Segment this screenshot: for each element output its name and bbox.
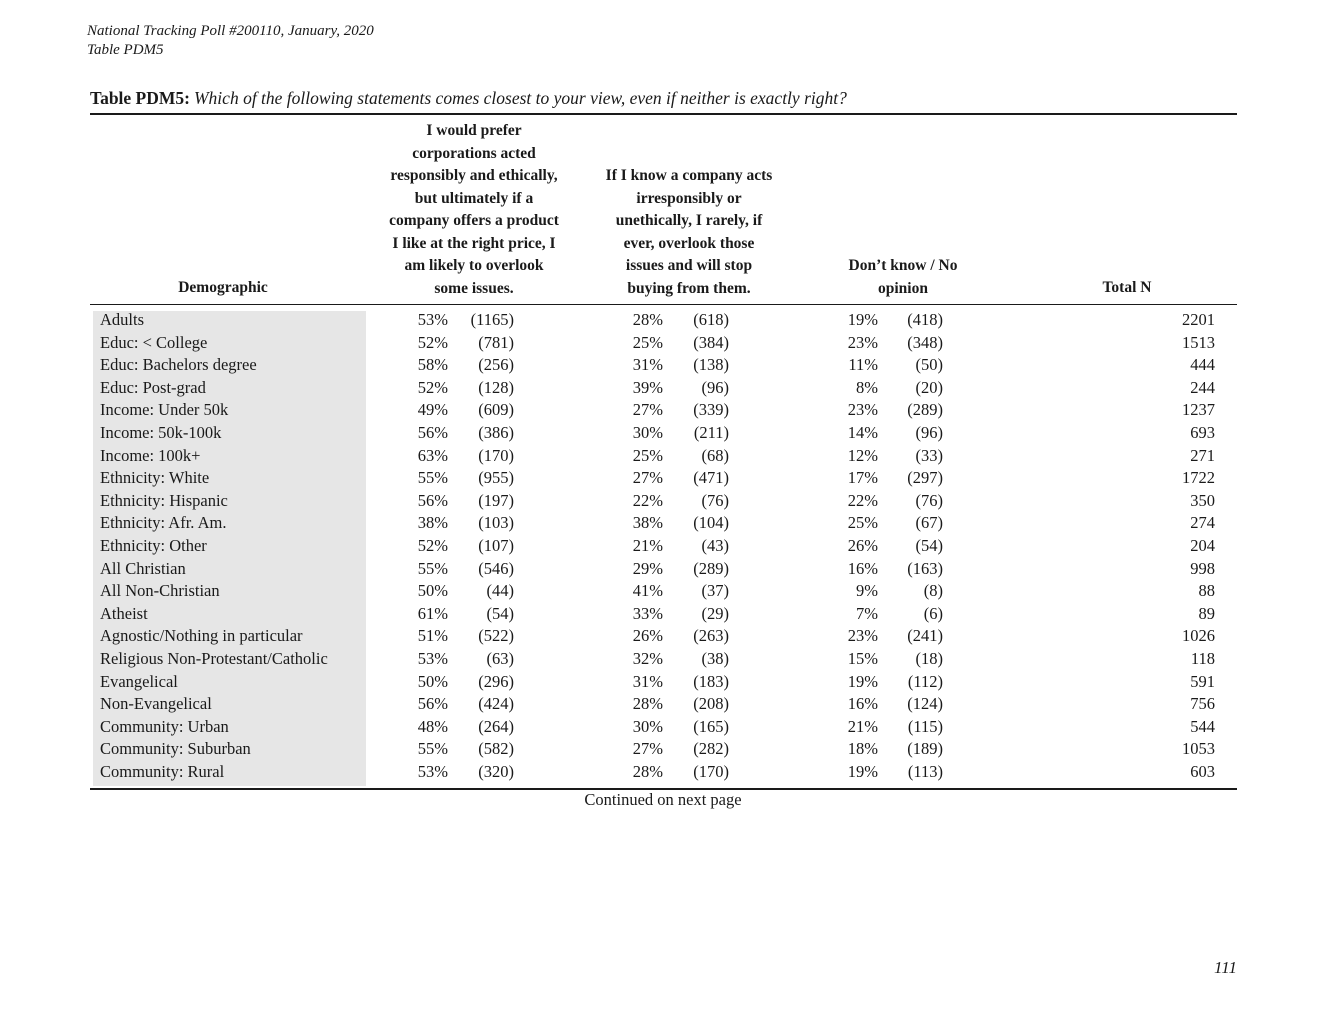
- table-row: [0, 603, 1320, 626]
- overlook-percent: 61%: [417, 603, 448, 623]
- total-n: 244: [1190, 377, 1215, 397]
- total-n: 88: [1198, 581, 1215, 601]
- header-line: responsibly and ethically,: [390, 167, 558, 184]
- dont-know-percent: 11%: [848, 355, 878, 375]
- dont-know-count: (189): [907, 739, 943, 759]
- top-rule: [90, 113, 1237, 115]
- stop-buying-percent: 27%: [632, 468, 663, 488]
- overlook-percent: 49%: [417, 400, 448, 420]
- stop-buying-percent: 32%: [632, 648, 663, 668]
- overlook-count: (107): [478, 535, 514, 555]
- stop-buying-percent: 26%: [632, 626, 663, 646]
- stop-buying-count: (208): [693, 694, 729, 714]
- overlook-percent: 52%: [417, 535, 448, 555]
- dont-know-percent: 23%: [847, 332, 878, 352]
- dont-know-count: (297): [907, 468, 943, 488]
- stop-buying-count: (38): [701, 648, 729, 668]
- column-header-demographic: Demographic: [178, 279, 268, 296]
- dont-know-percent: 19%: [847, 310, 878, 329]
- stop-buying-percent: 27%: [632, 739, 663, 759]
- stop-buying-percent: 39%: [632, 377, 663, 397]
- stop-buying-percent: 38%: [632, 513, 663, 533]
- dont-know-percent: 16%: [847, 694, 878, 714]
- stop-buying-percent: 41%: [632, 581, 663, 601]
- dont-know-percent: 16%: [847, 558, 878, 578]
- row-label: Community: Urban: [100, 716, 229, 736]
- stop-buying-count: (471): [693, 468, 729, 488]
- total-n: 603: [1190, 761, 1215, 781]
- row-label: Evangelical: [100, 671, 178, 691]
- dont-know-percent: 15%: [847, 648, 878, 668]
- dont-know-count: (96): [915, 422, 943, 442]
- total-n: 998: [1190, 558, 1215, 578]
- row-label: Income: 100k+: [100, 445, 201, 465]
- dont-know-count: (8): [923, 581, 943, 601]
- stop-buying-percent: 28%: [632, 761, 663, 781]
- stop-buying-percent: 27%: [632, 400, 663, 420]
- table-row: [0, 467, 1320, 490]
- row-label: Ethnicity: Other: [100, 535, 207, 555]
- overlook-count: (386): [478, 422, 514, 442]
- header-line: I would prefer: [426, 122, 522, 139]
- total-n: 1513: [1182, 332, 1215, 352]
- header-line: company offers a product: [389, 212, 559, 229]
- overlook-percent: 53%: [417, 310, 448, 329]
- column-header-total-n: Total N: [1102, 279, 1152, 296]
- stop-buying-percent: 33%: [632, 603, 663, 623]
- overlook-count: (63): [486, 648, 514, 668]
- table-row: [0, 761, 1320, 784]
- header-line: unethically, I rarely, if: [615, 212, 763, 229]
- total-n: 1026: [1182, 626, 1215, 646]
- table-row: [0, 558, 1320, 581]
- stop-buying-percent: 30%: [632, 422, 663, 442]
- total-n: 444: [1190, 355, 1215, 375]
- table-row: [0, 535, 1320, 558]
- table-row: [0, 422, 1320, 445]
- overlook-percent: 55%: [417, 739, 448, 759]
- dont-know-count: (20): [915, 377, 943, 397]
- dont-know-count: (112): [907, 671, 943, 691]
- table-row: [0, 512, 1320, 535]
- total-n: 350: [1190, 490, 1215, 510]
- stop-buying-percent: 22%: [632, 490, 663, 510]
- overlook-percent: 63%: [417, 445, 448, 465]
- total-n: 1722: [1182, 468, 1215, 488]
- stop-buying-count: (37): [701, 581, 729, 601]
- dont-know-percent: 12%: [847, 445, 878, 465]
- stop-buying-count: (618): [693, 310, 729, 329]
- row-label: Atheist: [100, 603, 148, 623]
- dont-know-percent: 17%: [847, 468, 878, 488]
- stop-buying-percent: 28%: [632, 694, 663, 714]
- page-number: 111: [1214, 958, 1237, 977]
- stop-buying-percent: 21%: [632, 535, 663, 555]
- dont-know-percent: 25%: [847, 513, 878, 533]
- dont-know-count: (76): [915, 490, 943, 510]
- dont-know-percent: 23%: [847, 400, 878, 420]
- overlook-percent: 55%: [417, 468, 448, 488]
- header-line: ever, overlook those: [623, 234, 755, 252]
- overlook-percent: 38%: [417, 513, 448, 533]
- row-label: Ethnicity: White: [100, 468, 210, 488]
- table-row: [0, 738, 1320, 761]
- table-row: [0, 354, 1320, 377]
- table-body: [0, 309, 1320, 783]
- dont-know-count: (113): [907, 761, 943, 781]
- table-title: [90, 88, 847, 109]
- overlook-count: (582): [478, 739, 514, 759]
- stop-buying-percent: 30%: [632, 716, 663, 736]
- overlook-percent: 51%: [417, 626, 448, 646]
- overlook-count: (1165): [470, 310, 514, 329]
- total-n: 1053: [1182, 739, 1215, 759]
- overlook-count: (296): [478, 671, 514, 691]
- table-row: [0, 399, 1320, 422]
- total-n: 2201: [1182, 310, 1215, 329]
- continued-note: Continued on next page: [584, 790, 742, 809]
- stop-buying-count: (76): [701, 490, 729, 510]
- table-row: [0, 648, 1320, 671]
- table-row: [0, 332, 1320, 355]
- stop-buying-count: (104): [693, 513, 729, 533]
- header-line: corporations acted: [412, 144, 536, 162]
- dont-know-percent: 7%: [856, 603, 878, 623]
- stop-buying-count: (29): [701, 603, 729, 623]
- stop-buying-count: (170): [693, 761, 729, 781]
- column-header-dont-know: [818, 255, 988, 300]
- overlook-percent: 56%: [417, 694, 448, 714]
- stop-buying-count: (282): [693, 739, 729, 759]
- row-label: Income: 50k-100k: [100, 422, 222, 442]
- row-label: Income: Under 50k: [100, 400, 229, 420]
- overlook-percent: 58%: [417, 355, 448, 375]
- overlook-count: (546): [478, 558, 514, 578]
- overlook-percent: 56%: [417, 490, 448, 510]
- row-label: Religious Non-Protestant/Catholic: [100, 648, 328, 668]
- stop-buying-count: (138): [693, 355, 729, 375]
- overlook-count: (609): [478, 400, 514, 420]
- dont-know-percent: 21%: [847, 716, 878, 736]
- column-header-overlook-issues: [378, 120, 570, 300]
- dont-know-count: (289): [907, 400, 943, 420]
- total-n: 274: [1190, 513, 1215, 533]
- header-line: I like at the right price, I: [392, 234, 556, 252]
- overlook-count: (256): [478, 355, 514, 375]
- dont-know-count: (348): [907, 332, 943, 352]
- total-n: 756: [1190, 694, 1215, 714]
- total-n: 118: [1190, 648, 1215, 668]
- overlook-count: (54): [486, 603, 514, 623]
- row-label: Non-Evangelical: [100, 694, 212, 714]
- stop-buying-percent: 25%: [632, 332, 663, 352]
- row-label: Community: Suburban: [100, 739, 251, 759]
- header-line: am likely to overlook: [404, 257, 544, 274]
- row-label: Ethnicity: Afr. Am.: [100, 513, 227, 533]
- total-n: 693: [1190, 422, 1215, 442]
- header-line: Don’t know / No: [848, 257, 958, 274]
- dont-know-count: (418): [907, 310, 943, 329]
- dont-know-count: (54): [915, 535, 943, 555]
- overlook-count: (170): [478, 445, 514, 465]
- header-line: issues and will stop: [625, 257, 753, 274]
- stop-buying-percent: 28%: [632, 310, 663, 329]
- stop-buying-count: (263): [693, 626, 729, 646]
- overlook-count: (128): [478, 377, 514, 397]
- row-label: Educ: Bachelors degree: [100, 355, 257, 375]
- column-header-stop-buying: [594, 165, 784, 300]
- stop-buying-count: (339): [693, 400, 729, 420]
- stop-buying-count: (43): [701, 535, 729, 555]
- overlook-count: (320): [478, 761, 514, 781]
- dont-know-percent: 23%: [847, 626, 878, 646]
- table-row: [0, 490, 1320, 513]
- dont-know-percent: 18%: [847, 739, 878, 759]
- total-n: 271: [1190, 445, 1215, 465]
- dont-know-count: (115): [907, 716, 943, 736]
- dont-know-percent: 14%: [847, 422, 878, 442]
- table-row: [0, 580, 1320, 603]
- row-label: All Non-Christian: [100, 581, 220, 601]
- row-label: All Christian: [100, 558, 186, 578]
- overlook-count: (197): [478, 490, 514, 510]
- overlook-percent: 56%: [417, 422, 448, 442]
- overlook-percent: 53%: [417, 648, 448, 668]
- overlook-percent: 50%: [417, 581, 448, 601]
- overlook-count: (44): [486, 581, 514, 601]
- dont-know-count: (163): [907, 558, 943, 578]
- table-row: [0, 716, 1320, 739]
- overlook-percent: 52%: [417, 377, 448, 397]
- dont-know-percent: 8%: [856, 377, 878, 397]
- header-line: but ultimately if a: [414, 189, 534, 207]
- stop-buying-count: (289): [693, 558, 729, 578]
- table-row: [0, 377, 1320, 400]
- stop-buying-count: (96): [701, 377, 729, 397]
- table-label: Table PDM5:: [90, 88, 190, 108]
- row-label: Educ: Post-grad: [100, 377, 206, 397]
- total-n: 204: [1190, 535, 1215, 555]
- running-header: [87, 22, 374, 60]
- overlook-count: (264): [478, 716, 514, 736]
- overlook-percent: 50%: [417, 671, 448, 691]
- header-line: If I know a company acts: [605, 167, 773, 184]
- dont-know-count: (50): [915, 355, 943, 375]
- dont-know-count: (124): [907, 694, 943, 714]
- overlook-count: (522): [478, 626, 514, 646]
- dont-know-count: (6): [923, 603, 943, 623]
- header-rule: [90, 304, 1237, 305]
- stop-buying-percent: 31%: [632, 355, 663, 375]
- dont-know-count: (33): [915, 445, 943, 465]
- dont-know-count: (67): [915, 513, 943, 533]
- dont-know-percent: 22%: [847, 490, 878, 510]
- header-line: irresponsibly or: [636, 189, 742, 207]
- table-question: Which of the following statements comes closest to your view, even if neither is exactly right?: [193, 88, 847, 108]
- row-label: Community: Rural: [100, 761, 225, 781]
- stop-buying-percent: 31%: [632, 671, 663, 691]
- stop-buying-count: (211): [693, 422, 729, 442]
- overlook-percent: 48%: [417, 716, 448, 736]
- overlook-count: (103): [478, 513, 514, 533]
- dont-know-count: (241): [907, 626, 943, 646]
- total-n: 89: [1198, 603, 1215, 623]
- dont-know-percent: 26%: [847, 535, 878, 555]
- poll-name: National Tracking Poll #200110, January, 2020: [87, 23, 374, 39]
- overlook-count: (955): [478, 468, 514, 488]
- table-row: [0, 309, 1320, 332]
- row-label: Ethnicity: Hispanic: [100, 490, 228, 510]
- dont-know-percent: 19%: [847, 761, 878, 781]
- table-row: [0, 671, 1320, 694]
- overlook-count: (781): [478, 332, 514, 352]
- stop-buying-count: (165): [693, 716, 729, 736]
- dont-know-percent: 19%: [847, 671, 878, 691]
- table-row: [0, 625, 1320, 648]
- stop-buying-percent: 29%: [632, 558, 663, 578]
- dont-know-percent: 9%: [856, 581, 878, 601]
- header-line: some issues.: [434, 279, 514, 297]
- dont-know-count: (18): [915, 648, 943, 668]
- overlook-percent: 53%: [417, 761, 448, 781]
- overlook-count: (424): [478, 694, 514, 714]
- total-n: 1237: [1182, 400, 1215, 420]
- total-n: 591: [1190, 671, 1215, 691]
- row-label: Educ: < College: [100, 332, 208, 352]
- table-row: [0, 693, 1320, 716]
- row-label: Adults: [100, 310, 145, 329]
- header-line: opinion: [878, 279, 928, 297]
- header-line: buying from them.: [627, 279, 751, 297]
- stop-buying-percent: 25%: [632, 445, 663, 465]
- overlook-percent: 52%: [417, 332, 448, 352]
- row-label: Agnostic/Nothing in particular: [100, 626, 303, 646]
- stop-buying-count: (183): [693, 671, 729, 691]
- table-row: [0, 445, 1320, 468]
- overlook-percent: 55%: [417, 558, 448, 578]
- stop-buying-count: (68): [701, 445, 729, 465]
- table-id: Table PDM5: [87, 42, 164, 58]
- total-n: 544: [1190, 716, 1215, 736]
- stop-buying-count: (384): [693, 332, 729, 352]
